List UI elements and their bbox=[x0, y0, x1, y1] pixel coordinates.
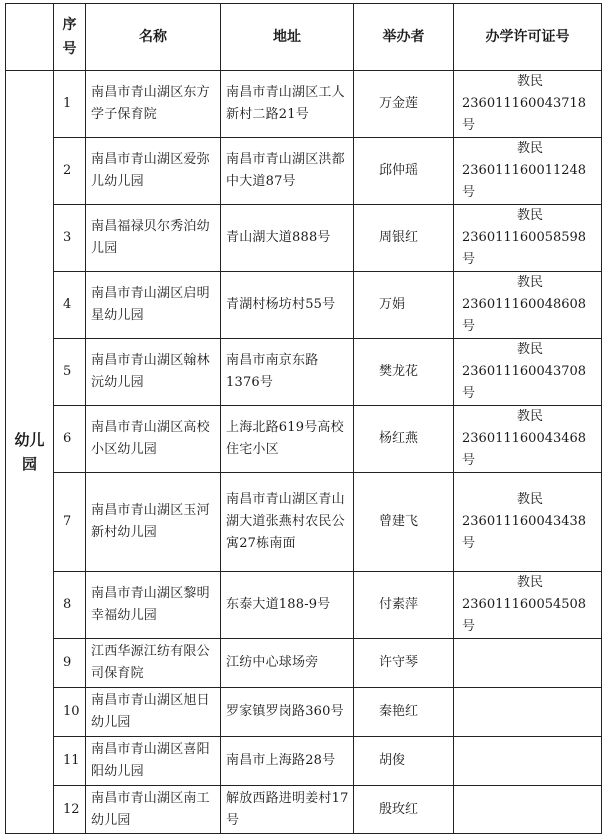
row-organizer: 杨红燕 bbox=[354, 406, 454, 473]
license-type: 教民 bbox=[516, 575, 543, 590]
header-organizer: 举办者 bbox=[354, 4, 454, 71]
row-number: 2 bbox=[54, 138, 86, 205]
header-license: 办学许可证号 bbox=[454, 4, 602, 71]
table-row bbox=[6, 406, 602, 473]
row-license bbox=[454, 138, 602, 205]
row-number: 7 bbox=[54, 473, 86, 572]
table-row bbox=[6, 737, 602, 786]
header-row bbox=[6, 4, 602, 71]
license-type: 教民 bbox=[516, 492, 543, 507]
table-row bbox=[6, 473, 602, 572]
row-name: 江西华源江纺有限公司保育院 bbox=[86, 639, 221, 688]
row-license bbox=[454, 688, 602, 737]
row-license bbox=[454, 71, 602, 138]
row-number: 3 bbox=[54, 205, 86, 272]
row-number: 10 bbox=[54, 688, 86, 737]
row-address: 青山湖大道888号 bbox=[221, 205, 354, 272]
row-license bbox=[454, 272, 602, 339]
license-number: 236011160048608号 bbox=[462, 297, 587, 334]
kindergarten-table bbox=[5, 3, 602, 834]
row-number: 11 bbox=[54, 737, 86, 786]
header-name: 名称 bbox=[86, 4, 221, 71]
row-organizer: 殷玫红 bbox=[354, 786, 454, 834]
row-name: 南昌市青山湖区南工幼儿园 bbox=[86, 786, 221, 834]
row-name: 南昌市青山湖区翰林沅幼儿园 bbox=[86, 339, 221, 406]
row-number: 8 bbox=[54, 572, 86, 639]
row-organizer: 曾建飞 bbox=[354, 473, 454, 572]
row-license bbox=[454, 572, 602, 639]
row-address: 南昌市青山湖区工人新村二路21号 bbox=[221, 71, 354, 138]
row-name: 南昌市青山湖区爱弥儿幼儿园 bbox=[86, 138, 221, 205]
row-name: 南昌市青山湖区东方学子保育院 bbox=[86, 71, 221, 138]
table-row bbox=[6, 572, 602, 639]
row-address: 南昌市上海路28号 bbox=[221, 737, 354, 786]
table-row bbox=[6, 339, 602, 406]
license-type: 教民 bbox=[516, 74, 543, 89]
license-number: 236011160011248号 bbox=[462, 163, 587, 200]
table-row bbox=[6, 639, 602, 688]
row-license bbox=[454, 473, 602, 572]
row-address: 东泰大道188-9号 bbox=[221, 572, 354, 639]
license-number: 236011160058598号 bbox=[462, 230, 587, 267]
row-name: 南昌市青山湖区旭日幼儿园 bbox=[86, 688, 221, 737]
license-type: 教民 bbox=[516, 275, 543, 290]
license-number: 236011160043468号 bbox=[462, 431, 587, 468]
row-name: 南昌市青山湖区喜阳阳幼儿园 bbox=[86, 737, 221, 786]
license-number: 236011160054508号 bbox=[462, 597, 587, 634]
row-name: 南昌市青山湖区启明星幼儿园 bbox=[86, 272, 221, 339]
license-number: 236011160043718号 bbox=[462, 96, 587, 133]
row-number: 6 bbox=[54, 406, 86, 473]
row-organizer: 胡俊 bbox=[354, 737, 454, 786]
row-organizer: 付素萍 bbox=[354, 572, 454, 639]
table-row bbox=[6, 786, 602, 834]
license-type: 教民 bbox=[516, 208, 543, 223]
row-name: 南昌市青山湖区玉河新村幼儿园 bbox=[86, 473, 221, 572]
row-name: 南昌市青山湖区黎明幸福幼儿园 bbox=[86, 572, 221, 639]
table-row bbox=[6, 205, 602, 272]
row-number: 9 bbox=[54, 639, 86, 688]
license-number: 236011160043708号 bbox=[462, 364, 587, 401]
row-address: 解放西路进明姜村17号 bbox=[221, 786, 354, 834]
row-organizer: 邱仲瑶 bbox=[354, 138, 454, 205]
license-type: 教民 bbox=[516, 141, 543, 156]
row-organizer: 秦艳红 bbox=[354, 688, 454, 737]
row-address: 南昌市青山湖区洪都中大道87号 bbox=[221, 138, 354, 205]
table-row bbox=[6, 688, 602, 737]
row-number: 5 bbox=[54, 339, 86, 406]
table-row bbox=[6, 71, 602, 138]
row-organizer: 樊龙花 bbox=[354, 339, 454, 406]
row-license bbox=[454, 205, 602, 272]
row-address: 江纺中心球场旁 bbox=[221, 639, 354, 688]
row-license bbox=[454, 406, 602, 473]
header-seq: 序号 bbox=[54, 4, 86, 71]
table-row bbox=[6, 272, 602, 339]
row-organizer: 万娟 bbox=[354, 272, 454, 339]
license-type: 教民 bbox=[516, 409, 543, 424]
row-address: 上海北路619号高校住宅小区 bbox=[221, 406, 354, 473]
row-number: 12 bbox=[54, 786, 86, 834]
row-organizer: 周银红 bbox=[354, 205, 454, 272]
row-name: 南昌福禄贝尔秀泊幼儿园 bbox=[86, 205, 221, 272]
row-license bbox=[454, 786, 602, 834]
row-organizer: 万金莲 bbox=[354, 71, 454, 138]
license-type: 教民 bbox=[516, 342, 543, 357]
header-corner bbox=[6, 4, 54, 71]
row-number: 4 bbox=[54, 272, 86, 339]
category-cell: 幼儿园 bbox=[6, 71, 54, 834]
license-number: 236011160043438号 bbox=[462, 514, 587, 551]
table-row bbox=[6, 138, 602, 205]
row-license bbox=[454, 639, 602, 688]
row-organizer: 许守琴 bbox=[354, 639, 454, 688]
row-license bbox=[454, 339, 602, 406]
row-address: 青湖村杨坊村55号 bbox=[221, 272, 354, 339]
row-address: 罗家镇罗岗路360号 bbox=[221, 688, 354, 737]
row-address: 南昌市青山湖区青山湖大道张燕村农民公寓27栋南面 bbox=[221, 473, 354, 572]
header-address: 地址 bbox=[221, 4, 354, 71]
row-number: 1 bbox=[54, 71, 86, 138]
row-address: 南昌市南京东路1376号 bbox=[221, 339, 354, 406]
row-license bbox=[454, 737, 602, 786]
row-name: 南昌市青山湖区高校小区幼儿园 bbox=[86, 406, 221, 473]
